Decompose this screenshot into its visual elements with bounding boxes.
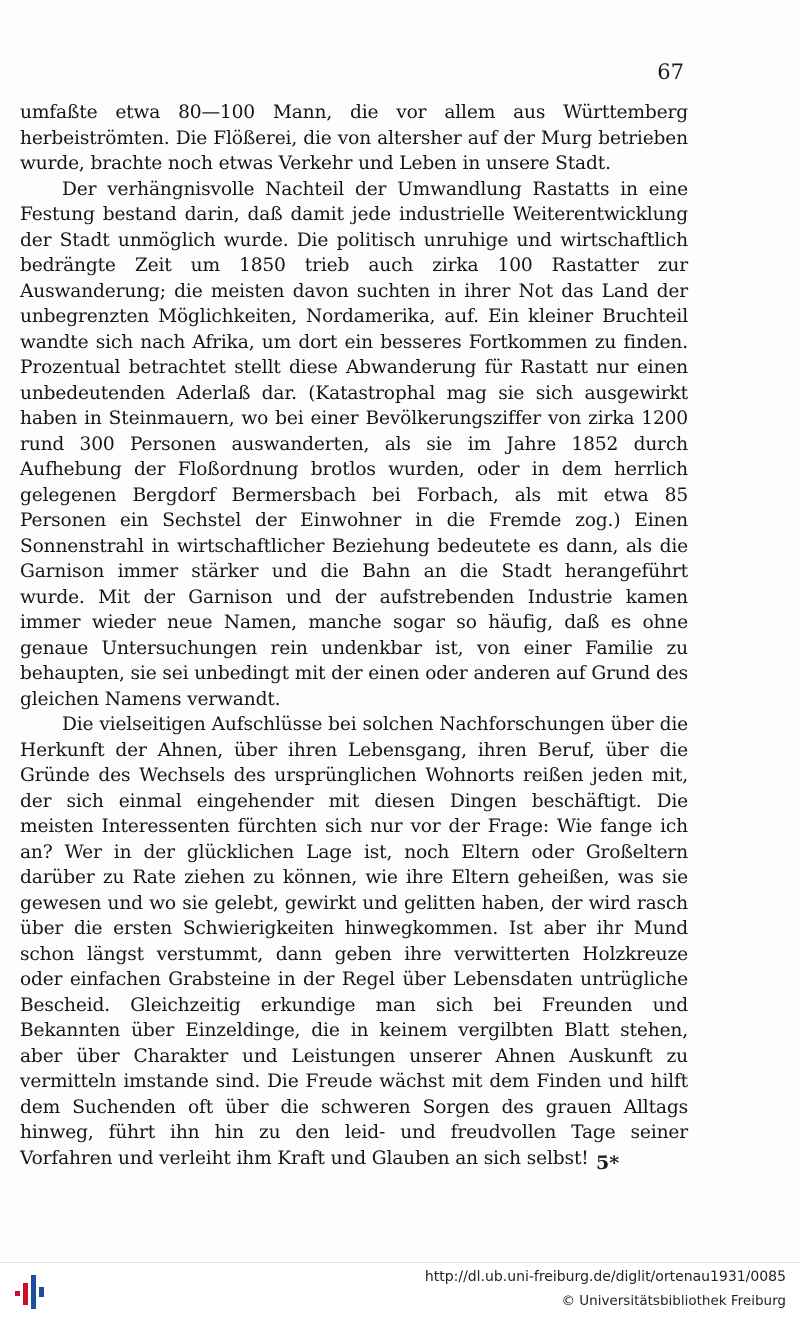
paragraph-3: Die vielseitigen Aufschlüsse bei solchen Nachforschungen über die Herkunft der Ahnen, über ihren Lebensgang, ihren Beruf, über die Gründe des Wechsels des ursprünglichen Wohnorts reißen jeden mit, der sich einmal eingehender mit diesen Dingen beschäftigt. Die meisten Interessenten fürchten sich nur vor der Frage: Wie fange ich an? Wer in der glücklichen Lage ist, noch Eltern oder Großeltern darüber zu Rate ziehen zu können, wie ihre Eltern geheißen, was sie gewesen und wo sie gelebt, gewirkt und gelitten haben, der wird rasch über die ersten Schwierigkeiten hinwegkommen. Ist aber ihr Mund schon längst verstummt, dann geben ihre verwitterten Holzkreuze oder einfachen Grabsteine in der Regel über Lebensdaten untrügliche Bescheid. Gleichzeitig erkundige man sich bei Freunden und Bekannten über Einzeldinge, die in keinem vergilbten Blatt stehen, aber über Charakter und Leistungen unserer Ahnen Auskunft zu vermitteln imstande sind. Die Freude wächst mit dem Finden und hilft dem Suchenden oft über die schweren Sorgen des grauen Alltags hinweg, führt ihn hin zu den leid- und freudvollen Tage seiner Vorfahren und verleiht ihm Kraft und Glauben an sich selbst!: [20, 714, 688, 1169]
signature-mark: 5*: [596, 1152, 620, 1174]
ub-freiburg-logo-icon[interactable]: [12, 1271, 50, 1311]
copyright-notice: © Universitätsbibliothek Freiburg: [561, 1293, 786, 1309]
paragraph-1: umfaßte etwa 80—100 Mann, die vor allem aus Württemberg herbeiströmten. Die Flößerei, die von altersher auf der Murg betrieben wurde, brachte noch etwas Verkehr und Leben in unsere Stadt.: [20, 102, 688, 174]
viewer-footer: [0, 1262, 800, 1317]
permalink-url[interactable]: http://dl.ub.uni-freiburg.de/diglit/ortenau1931/0085: [424, 1269, 786, 1285]
body-text: [20, 100, 688, 1171]
paragraph-2: Der verhängnisvolle Nachteil der Umwandlung Rastatts in eine Festung bestand darin, daß damit jede industrielle Weiterentwicklung der Stadt unmöglich wurde. Die politisch unruhige und wirtschaftlich bedrängte Zeit um 1850 trieb auch zirka 100 Rastatter zur Auswanderung; die meisten davon suchten in ihrer Not das Land der unbegrenzten Möglichkeiten, Nordamerika, auf. Ein kleiner Bruchteil wandte sich nach Afrika, um dort ein besseres Fortkommen zu finden. Prozentual betrachtet stellt diese Abwanderung für Rastatt nur einen unbedeutenden Aderlaß dar. (Katastrophal mag sie sich ausgewirkt haben in Steinmauern, wo bei einer Bevölkerungsziffer von zirka 1200 rund 300 Personen auswanderten, als sie im Jahre 1852 durch Aufhebung der Floßordnung brotlos wurden, oder in dem herrlich gelegenen Bergdorf Bermersbach bei Forbach, als mit etwa 85 Personen ein Sechstel der Einwohner in die Fremde zog.) Einen Sonnenstrahl in wirtschaftlicher Beziehung bedeutete es dann, als die Garnison immer stärker und die Bahn an die Stadt herangeführt wurde. Mit der Garnison und der aufstrebenden Industrie kamen immer wieder neue Namen, manche sogar so häufig, daß es ohne genaue Untersuchungen rein undenkbar ist, von einer Familie zu behaupten, sie sei unbedingt mit der einen oder anderen auf Grund des gleichen Namens verwandt.: [20, 178, 688, 710]
page-number: 67: [657, 60, 684, 84]
